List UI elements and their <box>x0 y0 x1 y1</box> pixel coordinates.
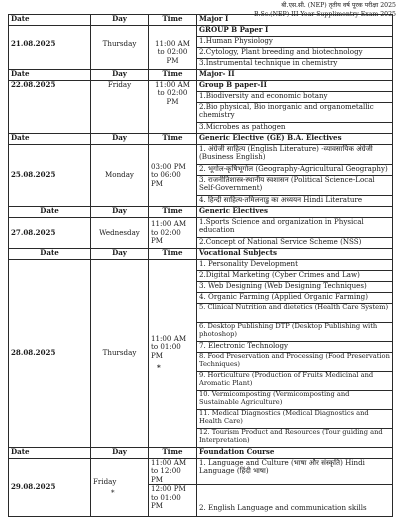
subject-item: 7. Electronic Technology <box>197 342 393 353</box>
subject-item: 2.Concept of National Service Scheme (NSS) <box>197 238 393 249</box>
subject-item: 1.Sports Science and organization in Physical education <box>197 218 393 238</box>
subject-item: 2.Digital Marketing (Cyber Crimes and Law) <box>197 271 393 282</box>
major-heading: Major- II <box>197 70 393 81</box>
exam-day: Thursday <box>91 26 149 70</box>
subject-item: 2.Bio physical, Bio inorganic and organometallic chemistry <box>197 103 393 123</box>
exam-date: 27.08.2025 <box>9 218 91 249</box>
exam-time: 11:00 AM to 02:00 PM <box>149 26 197 70</box>
exam-time: 11:00 AM to 02:00 PM <box>149 81 197 134</box>
subject-item: 3.Instrumental technique in chemistry <box>197 59 393 70</box>
subject-item: 1. अंग्रेजी साहित्य (English Literature) -व्यावसायिक अंग्रेजी (Business English) <box>197 145 393 165</box>
header-row <box>9 207 393 218</box>
col-header-day: Day <box>91 70 149 81</box>
major-heading: Generic Electives <box>197 207 393 218</box>
col-header-day: Day <box>91 134 149 145</box>
subject-item: 3. Web Designing (Web Designing Techniques) <box>197 282 393 293</box>
subject-item: 2.Cytology, Plant breeding and biotechnology <box>197 48 393 59</box>
subject-item: 3.Microbes as pathogen <box>197 123 393 134</box>
table-row <box>9 26 393 37</box>
table-row <box>9 145 393 165</box>
group-heading: Group B paper-II <box>197 81 393 92</box>
col-header-date: Date <box>9 249 91 260</box>
col-header-time: Time <box>149 207 197 218</box>
exam-time-slot-1: 11:00 AM to 12:00 PM <box>149 459 197 485</box>
subject-item: 11. Medical Diagnostics (Medical Diagnostics and Health Care) <box>197 410 393 429</box>
subject-item: 1. Language and Culture (भाषा और संस्कृति) Hindi Language (हिंदी भाषा) <box>197 459 393 485</box>
table-row <box>9 260 393 271</box>
col-header-time: Time <box>149 70 197 81</box>
subject-item: 2. भूगोल-कृषिभूगोल (Geography-Agricultural Geography) <box>197 165 393 176</box>
col-header-time: Time <box>149 448 197 459</box>
col-header-time: Time <box>149 249 197 260</box>
col-header-date: Date <box>9 15 91 26</box>
exam-day-cell <box>91 459 149 517</box>
subject-item: 5. Clinical Nutrition and dietetics (Health Care System) <box>197 304 393 323</box>
col-header-day: Day <box>91 249 149 260</box>
subject-item: 3. राजनीतिशास्त्र-स्थानीय स्वशासन (Political Science-Local Self-Government) <box>197 176 393 196</box>
subject-item: 12. Tourism Product and Resources (Tour guiding and Interpretation) <box>197 429 393 448</box>
col-header-date: Date <box>9 134 91 145</box>
exam-time-cell <box>149 260 197 448</box>
exam-day: Friday <box>93 476 117 486</box>
exam-time: 11:00 AM to 01:00 PM <box>151 333 187 360</box>
group-heading: GROUP B Paper I <box>197 26 393 37</box>
subject-item: 1. Personality Development <box>197 260 393 271</box>
col-header-time: Time <box>149 134 197 145</box>
exam-time: 03:00 PM to 06:00 PM <box>149 145 197 207</box>
subject-item: 4. हिन्दी साहित्य-तमिलनाडु का अध्ययन Hindi Literature <box>197 196 393 207</box>
col-header-time: Time <box>149 15 197 26</box>
table-row <box>9 218 393 238</box>
table-row <box>9 81 393 92</box>
col-header-date: Date <box>9 70 91 81</box>
major-heading: Vocational Subjects <box>197 249 393 260</box>
header-line-english: B.Sc.(NEP) III Year Supplimentry Exam 2025 <box>254 10 396 18</box>
exam-schedule-table <box>8 14 393 517</box>
subject-item: 9. Horticulture (Production of Fruits Medicinal and Aromatic Plant) <box>197 372 393 391</box>
handwritten-mark: * <box>111 488 115 498</box>
subject-item: 4. Organic Farming (Applied Organic Farming) <box>197 293 393 304</box>
subject-item: 6. Desktop Publishing DTP (Desktop Publishing with photoshop) <box>197 323 393 342</box>
exam-day: Thursday <box>91 260 149 448</box>
major-heading: Generic Elective (GE) B.A. Electives <box>197 134 393 145</box>
header-row <box>9 448 393 459</box>
subject-item: 1.Biodiversity and economic botany <box>197 92 393 103</box>
col-header-date: Date <box>9 207 91 218</box>
col-header-date: Date <box>9 448 91 459</box>
header-row <box>9 70 393 81</box>
exam-time-slot-2: 12:00 PM to 01:00 PM <box>149 485 197 517</box>
exam-date: 28.08.2025 <box>9 260 91 448</box>
exam-day: Friday <box>91 81 149 134</box>
subject-item: 1.Human Physiology <box>197 37 393 48</box>
exam-date: 22.08.2025 <box>9 81 91 134</box>
col-header-day: Day <box>91 15 149 26</box>
subject-item: 2. English Language and communication skills <box>197 485 393 517</box>
col-header-day: Day <box>91 448 149 459</box>
major-heading: Major I <box>197 15 393 26</box>
exam-day: Wednesday <box>91 218 149 249</box>
handwritten-mark: * <box>157 362 161 372</box>
header-row <box>9 249 393 260</box>
exam-date: 25.08.2025 <box>9 145 91 207</box>
subject-item: 10. Vermicomposting (Vermicomposting and Sustainable Agriculture) <box>197 391 393 410</box>
col-header-day: Day <box>91 207 149 218</box>
major-heading: Foundation Course <box>197 448 393 459</box>
exam-date: 21.08.2025 <box>9 26 91 70</box>
table-row <box>9 459 393 485</box>
exam-time: 11:00 AM to 02:00 PM <box>149 218 197 249</box>
header-line-hindi: बी.एस.सी. (NEP) तृतीय वर्ष पूरक परीक्षा 2025 <box>281 2 396 9</box>
subject-item: 8. Food Preservation and Processing (Food Preservation Techniques) <box>197 353 393 372</box>
header-row <box>9 134 393 145</box>
exam-day: Monday <box>91 145 149 207</box>
exam-date: 29.08.2025 <box>9 459 91 517</box>
header-row <box>9 15 393 26</box>
